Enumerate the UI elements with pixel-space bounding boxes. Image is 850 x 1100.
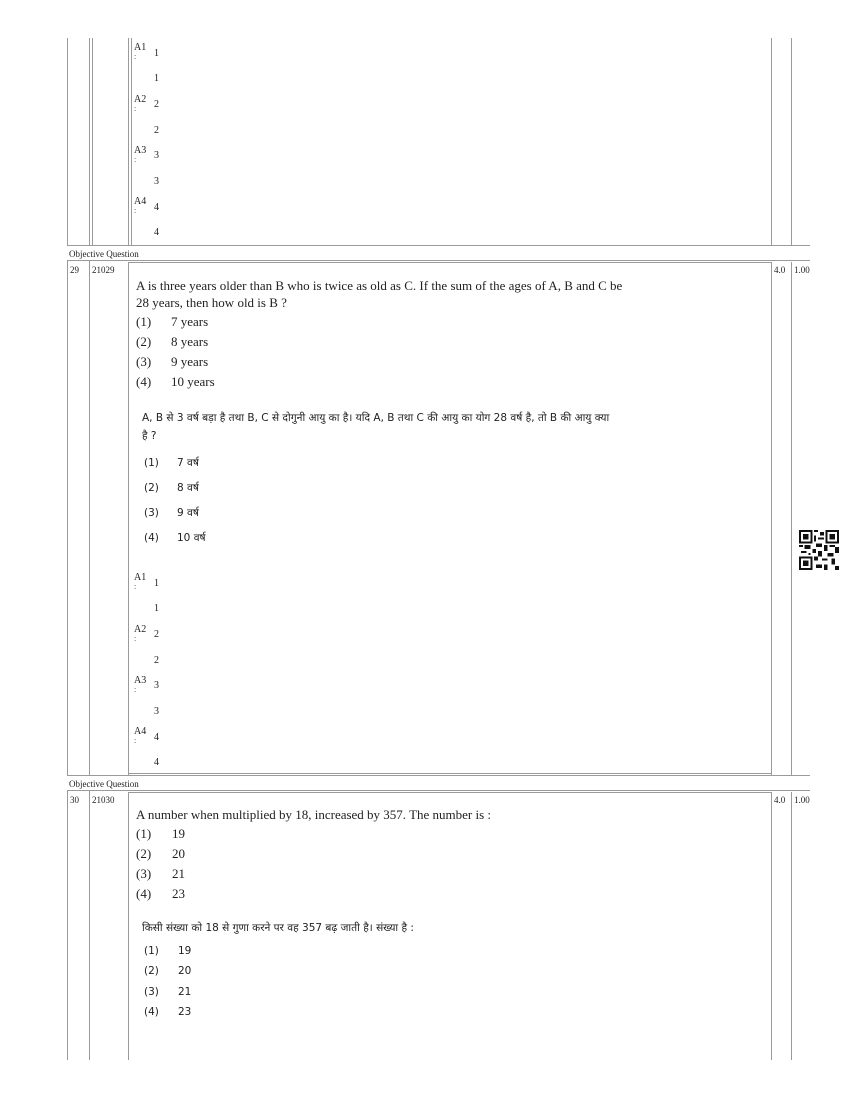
option-text: 7 years bbox=[171, 314, 209, 329]
option-number: (4) bbox=[136, 374, 152, 389]
option-text: 19 bbox=[172, 826, 185, 841]
option-number: (4) bbox=[144, 1006, 159, 1018]
answer-label: A1 bbox=[134, 42, 147, 53]
qr-code-icon bbox=[799, 530, 839, 570]
q30-hindi-text: किसी संख्या को 18 से गुणा करने पर वह 357 बढ़ जाती है। संख्या है : bbox=[142, 922, 414, 934]
q30-serial-number: 30 bbox=[70, 795, 79, 805]
option-number: (2) bbox=[136, 846, 152, 861]
option-number: (2) bbox=[144, 965, 159, 977]
option-number: (3) bbox=[136, 866, 152, 881]
option-number: (4) bbox=[144, 532, 159, 544]
option-text: 10 वर्ष bbox=[177, 532, 206, 544]
answer-option: 3 bbox=[154, 680, 159, 691]
option-number: (1) bbox=[136, 826, 152, 841]
option-number: (4) bbox=[136, 886, 152, 901]
answer-option: 2 bbox=[154, 99, 159, 110]
option-number: (1) bbox=[144, 457, 159, 469]
option-text: 23 bbox=[178, 1006, 192, 1018]
option-text: 23 bbox=[172, 886, 185, 901]
option-text: 19 bbox=[178, 945, 192, 957]
answer-label: A3 bbox=[134, 675, 147, 686]
option-text: 8 वर्ष bbox=[177, 482, 199, 494]
q29-hindi-text-line2: है ? bbox=[142, 430, 157, 442]
option-text: 7 वर्ष bbox=[177, 457, 199, 469]
answer-label: A1 bbox=[134, 572, 147, 583]
q30-question-text: A number when multiplied by 18, increased by 357. The number is : bbox=[136, 807, 492, 822]
answer-text: 4 bbox=[154, 227, 159, 238]
answer-label: A3 bbox=[134, 145, 147, 156]
option-number: (1) bbox=[136, 314, 152, 329]
answer-label: A4 bbox=[134, 726, 147, 737]
answer-text: 4 bbox=[154, 757, 159, 768]
option-number: (2) bbox=[136, 334, 152, 349]
answer-option: 4 bbox=[154, 732, 159, 743]
q29-negative-marks: 1.00 bbox=[794, 265, 810, 275]
answer-option: 1 bbox=[154, 48, 159, 59]
answer-label: A2 bbox=[134, 624, 147, 635]
option-number: (3) bbox=[136, 354, 152, 369]
answer-text: 3 bbox=[154, 706, 159, 717]
option-text: 9 वर्ष bbox=[177, 507, 199, 519]
answer-label: A4 bbox=[134, 196, 147, 207]
option-number: (1) bbox=[144, 945, 159, 957]
answer-text: 1 bbox=[154, 73, 159, 84]
answer-label: A2 bbox=[134, 94, 147, 105]
answer-text: 2 bbox=[154, 655, 159, 666]
q30-marks: 4.0 bbox=[774, 795, 786, 805]
q30-negative-marks: 1.00 bbox=[794, 795, 810, 805]
answer-text: 1 bbox=[154, 603, 159, 614]
q29-serial-number: 29 bbox=[70, 265, 79, 275]
option-text: 20 bbox=[172, 846, 185, 861]
option-number: (2) bbox=[144, 482, 159, 494]
q29-hindi-text-line1: A, B से 3 वर्ष बड़ा है तथा B, C से दोगुनी आयु का है। यदि A, B तथा C की आयु का योग 28 वर्ष है, तो B की आयु क्या bbox=[142, 412, 610, 424]
q29-question-text-line2: 28 years, then how old is B ? bbox=[136, 295, 287, 310]
option-text: 21 bbox=[178, 986, 192, 998]
answer-option: 3 bbox=[154, 150, 159, 161]
option-text: 20 bbox=[178, 965, 192, 977]
section-label-q29: Objective Question bbox=[69, 249, 139, 259]
option-text: 8 years bbox=[171, 334, 209, 349]
answer-text: 2 bbox=[154, 125, 159, 136]
q29-question-id: 21029 bbox=[92, 265, 115, 275]
answer-option: 2 bbox=[154, 629, 159, 640]
answer-option: 4 bbox=[154, 202, 159, 213]
q29-question-text-line1: A is three years older than B who is twice as old as C. If the sum of the ages of A, B and C be bbox=[136, 278, 623, 293]
option-number: (3) bbox=[144, 986, 159, 998]
answer-text: 3 bbox=[154, 176, 159, 187]
option-number: (3) bbox=[144, 507, 159, 519]
q29-marks: 4.0 bbox=[774, 265, 786, 275]
option-text: 21 bbox=[172, 866, 185, 881]
answer-option: 1 bbox=[154, 578, 159, 589]
section-label-q30: Objective Question bbox=[69, 779, 139, 789]
option-text: 9 years bbox=[171, 354, 209, 369]
option-text: 10 years bbox=[171, 374, 215, 389]
q30-question-id: 21030 bbox=[92, 795, 115, 805]
